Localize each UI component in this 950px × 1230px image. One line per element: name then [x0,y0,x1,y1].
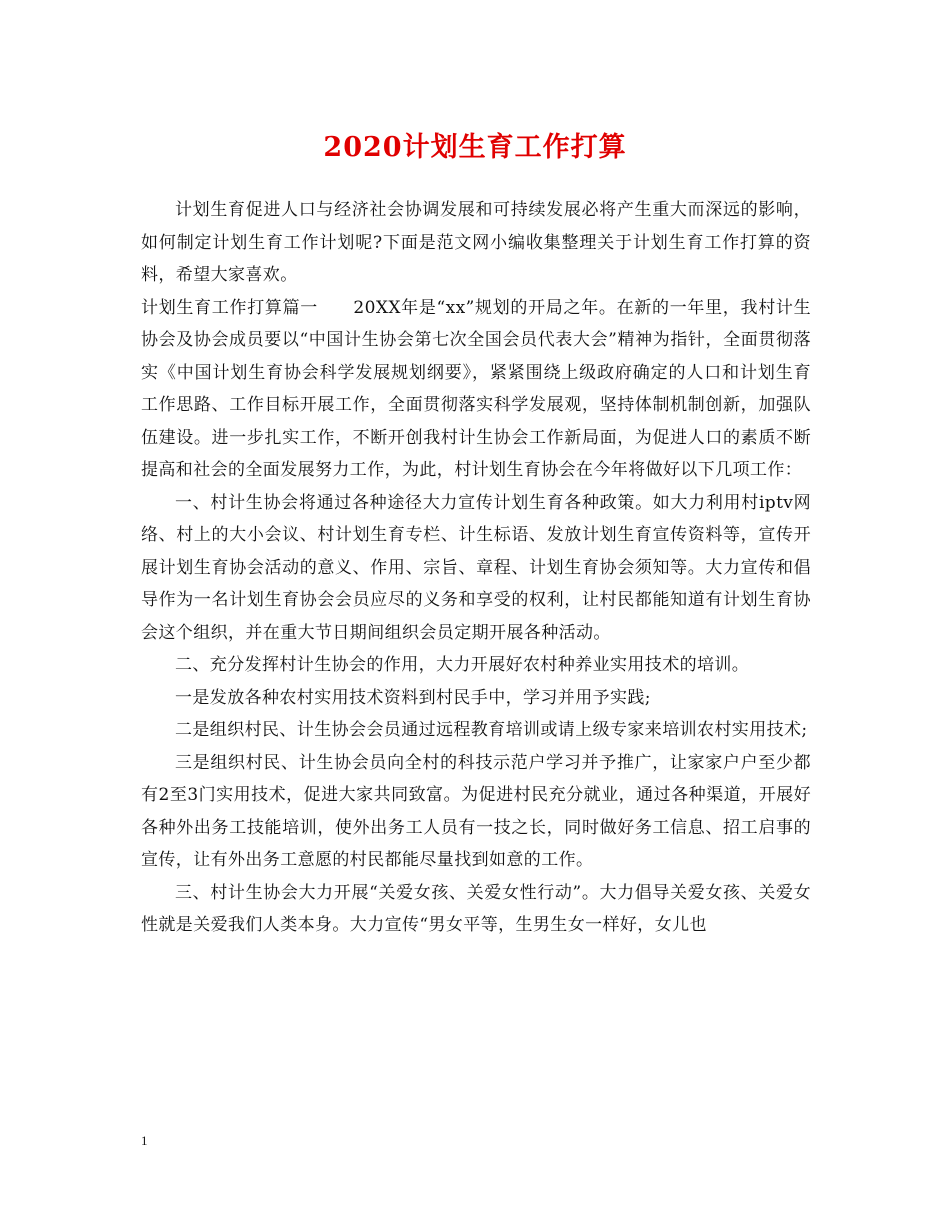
document-title: 2020计划生育工作打算 [323,132,627,163]
subitem-one-paragraph: 一是发放各种农村实用技术资料到村民手中，学习并用予实践; [175,687,651,708]
document-body [141,194,811,942]
page-number: 1 [141,1133,148,1148]
item-two-paragraph: 二、充分发挥村计生协会的作用，大力开展好农村种养业实用技术的培训。 [175,655,750,675]
intro-paragraph: 计划生育促进人口与经济社会协调发展和可持续发展必将产生重大而深远的影响，如何制定计划生育工作计划呢?下面是范文网小编收集整理关于计划生育工作打算的资料，希望大家喜欢。 [141,200,811,285]
subitem-two-paragraph: 二是组织村民、计生协会会员通过远程教育培训或请上级专家来培训农村实用技术; [175,720,808,740]
item-three-paragraph: 三、村计生协会大力开展“关爱女孩、关爱女性行动”。大力倡导关爱女孩、关爱女性就是关爱我们人类本身。大力宣传“男女平等，生男生女一样好，女儿也 [141,882,811,935]
subitem-three-paragraph: 三是组织村民、计生协会员向全村的科技示范户学习并予推广，让家家户户至少都有2至3门实用技术，促进大家共同致富。为促进村民充分就业，通过各种渠道，开展好各种外出务工技能培训，使外出务工人员有一技之长，同时做好务工信息、招工启事的宣传，让有外出务工意愿的村民都能尽量找到如意的工作。 [141,752,811,870]
item-one-paragraph: 一、村计生协会将通过各种途径大力宣传计划生育各种政策。如大力利用村iptv网络、村上的大小会议、村计划生育专栏、计生标语、发放计划生育宣传资料等，宣传开展计划生育协会活动的意义、作用、宗旨、章程、计划生育协会须知等。大力宣传和倡导作为一名计划生育协会会员应尽的义务和享受的权利，让村民都能知道有计划生育协会这个组织，并在重大节日期间组织会员定期开展各种活动。 [141,492,811,643]
section-one-paragraph: 计划生育工作打算篇一 20XX年是“xx”规划的开局之年。在新的一年里，我村计生协会及协会成员要以“中国计生协会第七次全国会员代表大会”精神为指针，全面贯彻落实《中国计划生育协会科学发展规划纲要》，紧紧围绕上级政府确定的人口和计划生育工作思路、工作目标开展工作，全面贯彻落实科学发展观，坚持体制机制创新，加强队伍建设。进一步扎实工作，不断开创我村计生协会工作新局面，为促进人口的素质不断提高和社会的全面发展努力工作，为此，村计划生育协会在今年将做好以下几项工作： [141,297,811,480]
